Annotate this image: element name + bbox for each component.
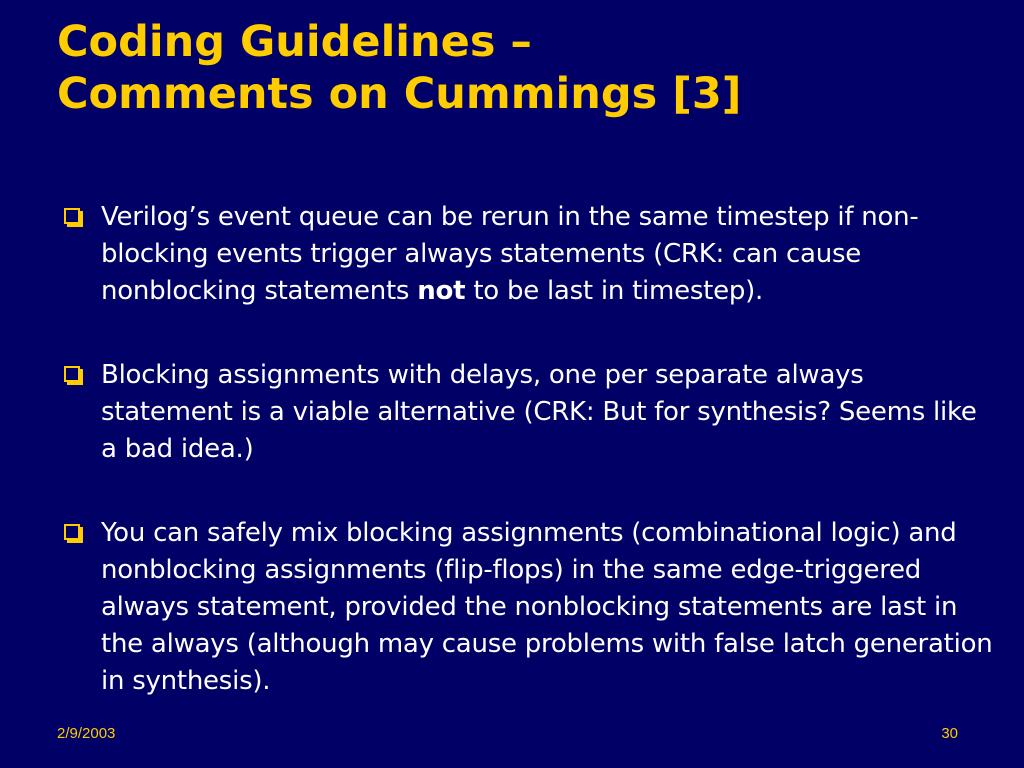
bullet-emphasis-not: not — [417, 276, 466, 306]
bullet-text-part-2: to be last in timestep). — [465, 276, 763, 306]
hollow-square-bullet-icon — [64, 524, 80, 540]
slide-title-line-1: Coding Guidelines – — [57, 17, 532, 67]
bullet-text: You can safely mix blocking assignments (combinational logic) and nonblocking assignments (flip-flops) in the same edge-triggered always statement, provided the nonblocking statements are last in the always (although may cause problems with false latch generation in synthesis). — [101, 518, 993, 696]
slide-title — [57, 16, 997, 120]
hollow-square-bullet-icon — [64, 208, 80, 224]
slide-title-line-2: Comments on Cummings [3] — [57, 69, 742, 119]
hollow-square-bullet-icon — [64, 366, 80, 382]
bullet-text-part-1: Verilog’s event queue can be rerun in the same timestep if non-blocking events trigger always statements (CRK: can cause nonblocking statements — [101, 202, 919, 306]
bullet-text: Blocking assignments with delays, one per separate always statement is a viable alternative (CRK: But for synthesis? Seems like a bad idea.) — [101, 360, 977, 464]
bullet-item-mix-assignments — [60, 515, 1000, 700]
footer-date: 2/9/2003 — [57, 725, 116, 742]
bullet-item-event-queue — [60, 199, 1000, 310]
bullet-list — [60, 199, 1000, 700]
bullet-item-blocking-delays — [60, 357, 1000, 468]
page-number: 30 — [941, 725, 958, 742]
